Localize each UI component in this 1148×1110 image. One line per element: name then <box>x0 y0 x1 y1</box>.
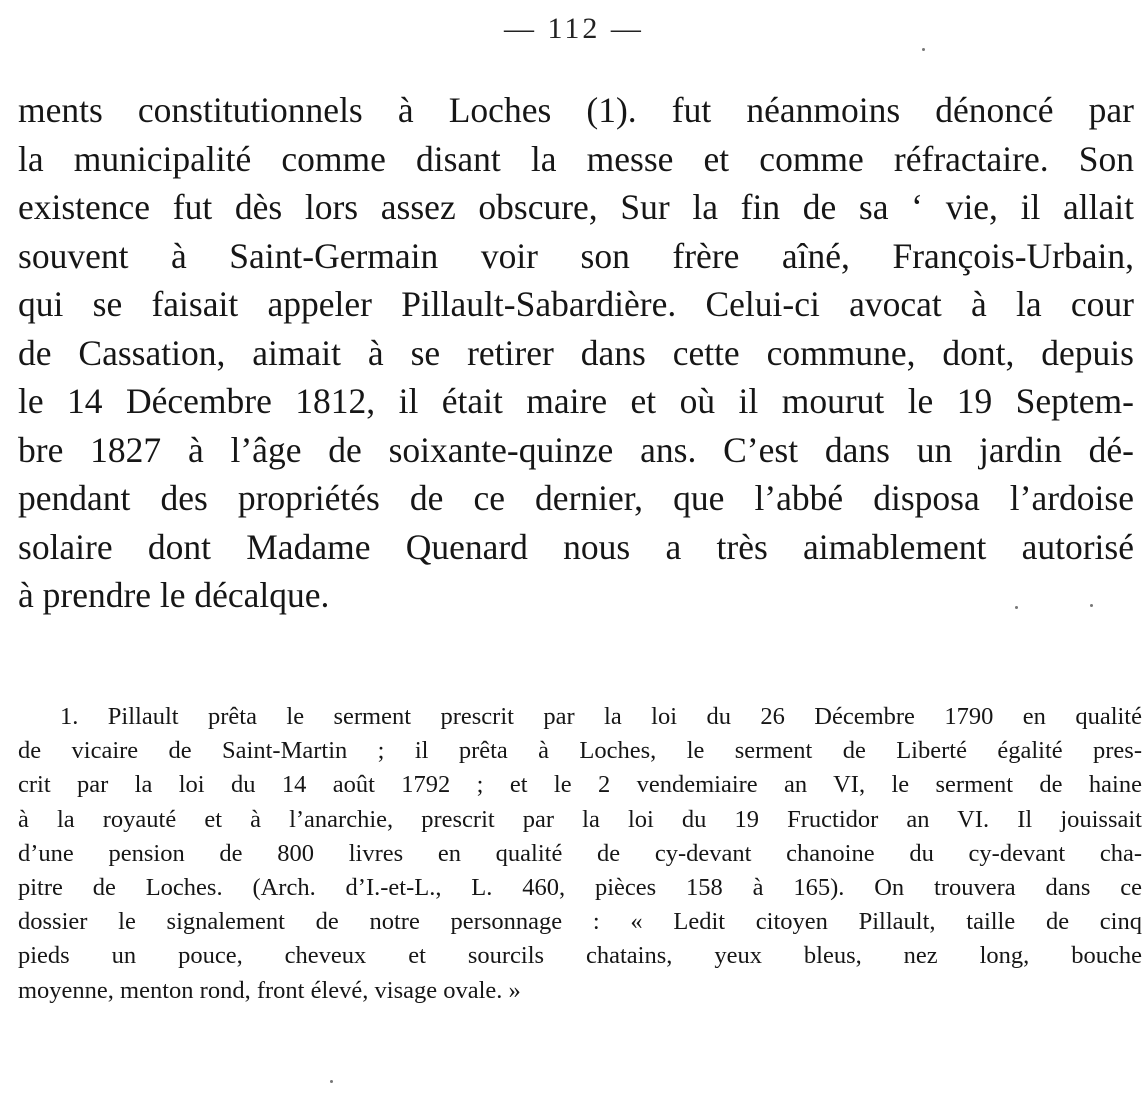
footnote-line: dossier le signalement de notre personnage : « Ledit citoyen Pillault, taille de cinq <box>18 908 1142 936</box>
scan-speck <box>330 1080 333 1083</box>
text-line: solaire dont Madame Quenard nous a très aimablement autorisé <box>18 526 1134 567</box>
text-line: existence fut dès lors assez obscure, Sur la fin de sa ‘ vie, il allait <box>18 187 1134 227</box>
text-line: pendant des propriétés de ce dernier, que l’abbé disposa l’ardoise <box>18 478 1134 518</box>
footnote-line: 1. Pillault prêta le serment prescrit par la loi du 26 Décembre 1790 en qualité <box>60 703 1142 730</box>
footnote-line: pitre de Loches. (Arch. d’I.-et-L., L. 460, pièces 158 à 165). On trouvera dans ce <box>18 873 1142 901</box>
scan-speck <box>1015 606 1018 609</box>
main-text <box>18 86 1134 620</box>
text-line: la municipalité comme disant la messe et comme réfractaire. Son <box>18 138 1134 179</box>
text-line: de Cassation, aimait à se retirer dans cette commune, dont, depuis <box>18 332 1134 373</box>
footnote-line: pieds un pouce, cheveux et sourcils chatains, yeux bleus, nez long, bouche <box>18 942 1142 970</box>
footnote <box>18 700 1142 1008</box>
page-number: — 112 — <box>504 12 644 45</box>
text-line: à prendre le décalque. <box>18 575 330 615</box>
footnote-line: à la royauté et à l’anarchie, prescrit par la loi du 19 Fructidor an VI. Il jouissait <box>18 805 1142 833</box>
text-line: qui se faisait appeler Pillault-Sabardière. Celui-ci avocat à la cour <box>18 284 1134 324</box>
text-line: ments constitutionnels à Loches (1). fut néanmoins dénoncé par <box>18 90 1134 130</box>
text-line: souvent à Saint-Germain voir son frère aîné, François-Urbain, <box>18 235 1134 276</box>
scan-speck <box>922 48 925 51</box>
text-line: le 14 Décembre 1812, il était maire et où il mourut le 19 Septem- <box>18 381 1134 421</box>
text-line: bre 1827 à l’âge de soixante-quinze ans. C’est dans un jardin dé- <box>18 429 1134 470</box>
footnote-line: de vicaire de Saint-Martin ; il prêta à Loches, le serment de Liberté égalité pres- <box>18 737 1142 765</box>
footnote-line: crit par la loi du 14 août 1792 ; et le 2 vendemiaire an VI, le serment de haine <box>18 771 1142 799</box>
scan-speck <box>1090 604 1093 607</box>
footnote-line: moyenne, menton rond, front élevé, visage ovale. » <box>18 976 521 1004</box>
footnote-line: d’une pension de 800 livres en qualité de cy-devant chanoine du cy-devant cha- <box>18 839 1142 867</box>
